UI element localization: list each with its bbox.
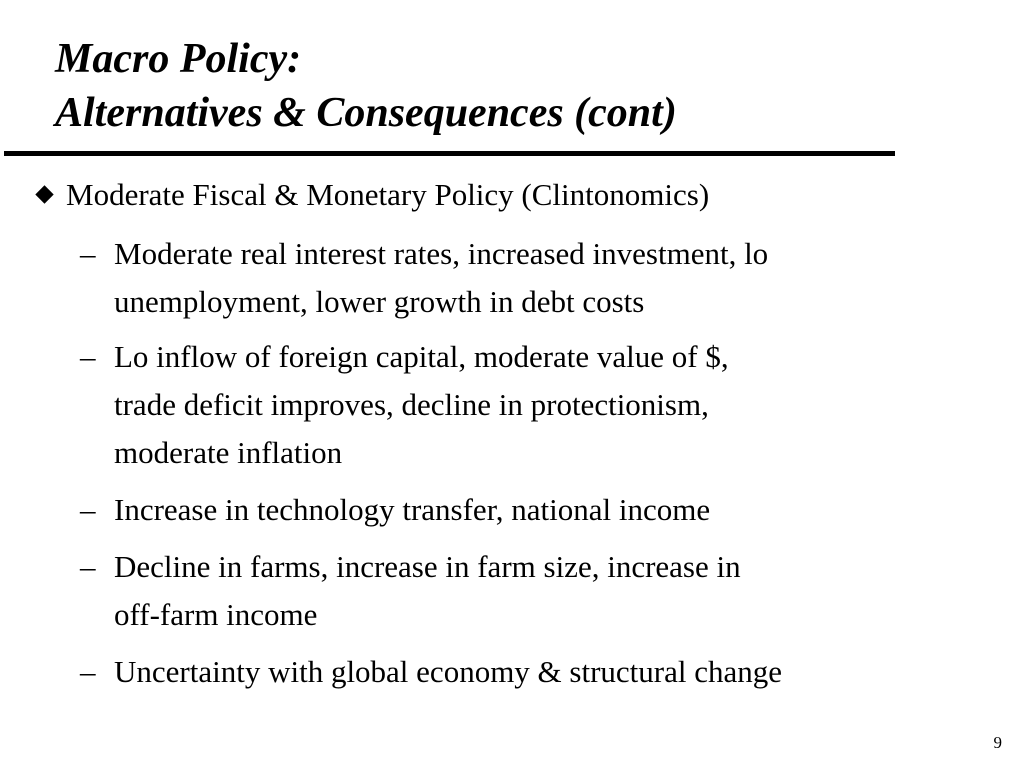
sub-bullet-4-line-1: Decline in farms, increase in farm size, increase in bbox=[114, 549, 741, 584]
dash-bullet-icon: – bbox=[80, 339, 96, 374]
sub-bullet-4 bbox=[80, 543, 1010, 639]
sub-bullet-1-line-1: Moderate real interest rates, increased investment, lo bbox=[114, 236, 769, 271]
sub-bullet-2-line-2: trade deficit improves, decline in protectionism, bbox=[114, 387, 709, 422]
sub-bullet-2 bbox=[80, 333, 1010, 477]
sub-bullet-4-line-2: off-farm income bbox=[114, 597, 318, 632]
slide-title-line-1: Macro Policy: bbox=[55, 36, 302, 82]
sub-bullet-1-line-2: unemployment, lower growth in debt costs bbox=[114, 284, 645, 319]
main-bullet-text: Moderate Fiscal & Monetary Policy (Clintonomics) bbox=[66, 177, 710, 212]
sub-bullet-3-line-1: Increase in technology transfer, national income bbox=[114, 492, 711, 527]
dash-bullet-icon: – bbox=[80, 654, 96, 689]
slide-title-line-2: Alternatives & Consequences (cont) bbox=[55, 90, 677, 136]
main-bullet bbox=[33, 176, 709, 214]
sub-bullet-2-line-3: moderate inflation bbox=[114, 435, 343, 470]
sub-bullet-1 bbox=[80, 230, 1010, 326]
dash-bullet-icon: – bbox=[80, 549, 96, 584]
sub-bullet-5-line-1: Uncertainty with global economy & structural change bbox=[114, 654, 783, 689]
sub-bullet-5 bbox=[80, 648, 1010, 696]
page-number: 9 bbox=[993, 733, 1002, 752]
sub-bullet-2-line-1: Lo inflow of foreign capital, moderate value of $, bbox=[114, 339, 729, 374]
diamond-bullet-icon bbox=[35, 185, 53, 203]
dash-bullet-icon: – bbox=[80, 236, 96, 271]
sub-bullet-3 bbox=[80, 486, 1010, 534]
dash-bullet-icon: – bbox=[80, 492, 96, 527]
